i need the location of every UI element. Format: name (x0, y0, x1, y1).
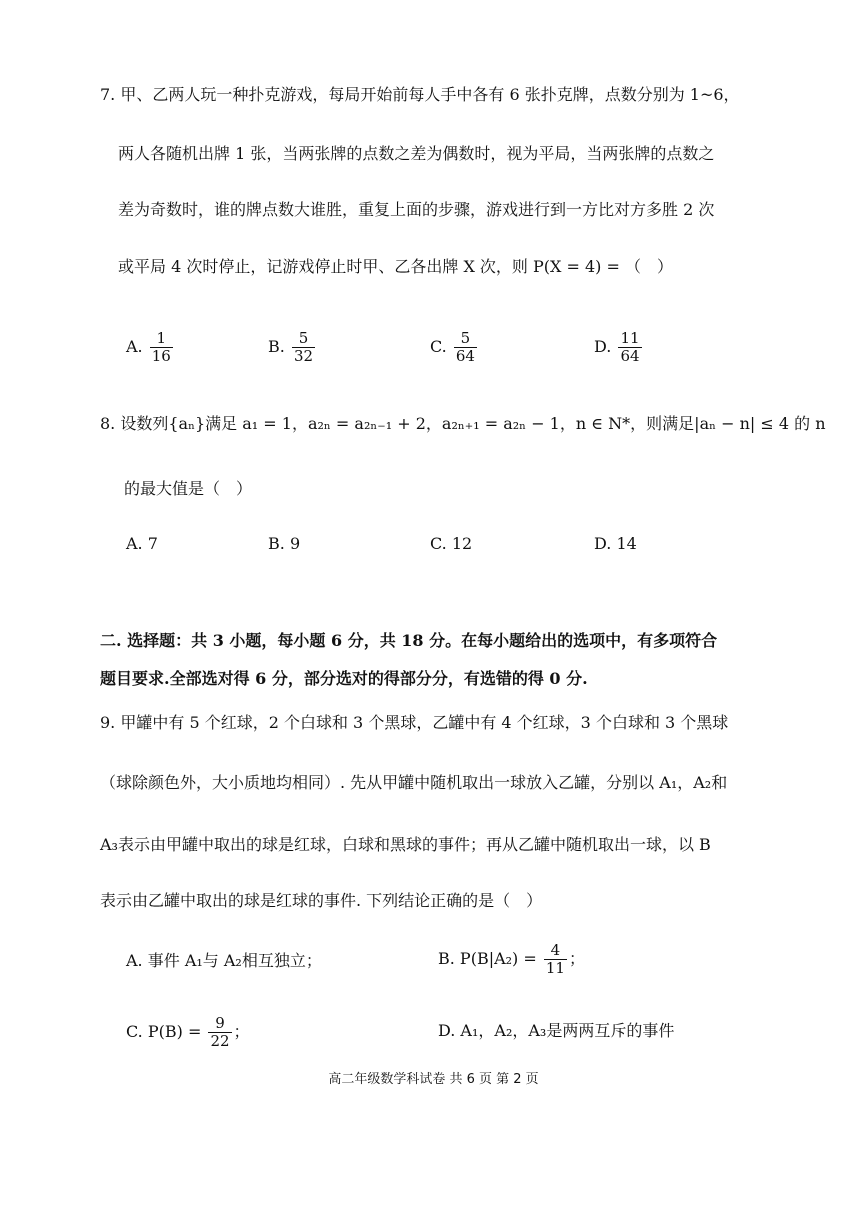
fraction-numerator: 5 (298, 329, 309, 347)
fraction (292, 330, 315, 365)
fraction-numerator: 1 (156, 329, 167, 347)
q8-option-a[interactable] (126, 533, 158, 555)
q7-line4: 或平局 4 次时停止，记游戏停止时甲、乙各出牌 X 次，则 P(X = 4) = （ ） (118, 257, 673, 276)
fraction-numerator: 4 (550, 941, 561, 959)
q9-option-d[interactable]: D. A₁，A₂，A₃是两两互斥的事件 (438, 1021, 675, 1040)
option-label: D. (594, 534, 612, 553)
option-label: C. (430, 534, 447, 553)
fraction (150, 330, 173, 365)
option-label: A. (126, 534, 143, 553)
q7-option-b[interactable] (268, 330, 317, 365)
q9-option-a[interactable]: A. 事件 A₁与 A₂相互独立； (126, 951, 322, 970)
fraction (618, 330, 641, 365)
option-text: 9 (289, 534, 301, 553)
option-text: C. P(B) = (126, 1022, 202, 1041)
fraction-denominator: 64 (455, 347, 475, 365)
fraction (454, 330, 477, 365)
fraction-denominator: 16 (151, 347, 171, 365)
fraction (208, 1015, 231, 1050)
option-label: B. (268, 337, 285, 356)
q9-line4: 表示由乙罐中取出的球是红球的事件. 下列结论正确的是（ ） (100, 891, 543, 910)
q9-option-c[interactable] (126, 1015, 250, 1050)
q8-option-b[interactable] (268, 533, 300, 555)
q7-line1: 7. 甲、乙两人玩一种扑克游戏，每局开始前每人手中各有 6 张扑克牌，点数分别为 1~6， (100, 85, 740, 104)
option-label: C. (430, 337, 447, 356)
section2-heading-line1: 二. 选择题：共 3 小题，每小题 6 分，共 18 分。在每小题给出的选项中，有多项符合 (100, 631, 718, 650)
option-label: B. (268, 534, 285, 553)
q7-line2: 两人各随机出牌 1 张，当两张牌的点数之差为偶数时，视为平局，当两张牌的点数之 (118, 144, 715, 163)
fraction-denominator: 32 (293, 347, 314, 365)
fraction-numerator: 11 (620, 329, 640, 347)
option-text: 14 (616, 534, 637, 553)
section2-heading-line2: 题目要求.全部选对得 6 分，部分选对的得部分分，有选错的得 0 分. (100, 669, 588, 688)
q7-option-a[interactable] (126, 330, 175, 365)
q8-option-c[interactable] (430, 533, 472, 555)
option-text: B. P(B|A₂) = (438, 949, 537, 968)
option-label: D. (594, 337, 612, 356)
option-text: 12 (451, 534, 473, 553)
page-footer: 高二年级数学科试卷 共 6 页 第 2 页 (328, 1072, 539, 1087)
option-text: 7 (147, 534, 158, 553)
q9-line2: （球除颜色外，大小质地均相同）. 先从甲罐中随机取出一球放入乙罐，分别以 A₁，A₂和 (100, 773, 728, 792)
fraction-denominator: 64 (620, 347, 640, 365)
fraction-numerator: 5 (460, 329, 471, 347)
q8-option-d[interactable] (594, 533, 637, 555)
fraction-denominator: 22 (210, 1032, 230, 1050)
q7-line3: 差为奇数时，谁的牌点数大谁胜，重复上面的步骤，游戏进行到一方比对方多胜 2 次 (118, 200, 715, 219)
option-label: A. (126, 337, 143, 356)
fraction-denominator: 11 (545, 959, 565, 977)
q9-line3: A₃表示由甲罐中取出的球是红球，白球和黑球的事件；再从乙罐中随机取出一球，以 B (100, 835, 711, 854)
option-suffix: ； (233, 1022, 250, 1041)
fraction (544, 942, 567, 977)
q8-line1: 8. 设数列{aₙ}满足 a₁ = 1，a₂ₙ = a₂ₙ₋₁ + 2，a₂ₙ₊₁ = a₂ₙ − 1，n ∈ N*，则满足|aₙ − n| ≤ 4 的 n (100, 414, 826, 433)
q9-line1: 9. 甲罐中有 5 个红球，2 个白球和 3 个黑球，乙罐中有 4 个红球，3 个白球和 3 个黑球 (100, 713, 729, 732)
option-suffix: ； (568, 949, 585, 968)
fraction-numerator: 9 (215, 1014, 225, 1032)
q8-line2: 的最大值是（ ） (124, 479, 253, 498)
q9-option-b[interactable] (438, 942, 585, 977)
q7-option-d[interactable] (594, 330, 644, 365)
q7-option-c[interactable] (430, 330, 479, 365)
